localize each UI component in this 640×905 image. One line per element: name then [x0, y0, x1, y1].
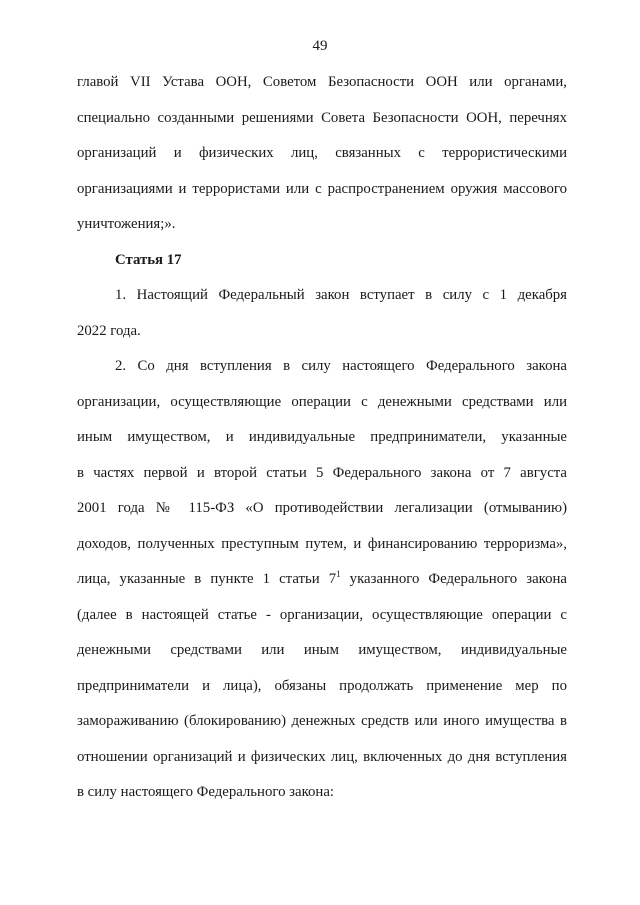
text-fragment: указанного Федерального закона	[340, 571, 567, 587]
text-line: специально созданными решениями Совета Безопасности ООН, перечнях	[77, 109, 567, 126]
text-line: денежными средствами или иным имуществом, индивидуальные	[77, 642, 567, 658]
text-line: 2022 года.	[77, 322, 141, 339]
text-line: уничтожения;».	[77, 216, 176, 232]
article-heading: Статья 17	[115, 251, 182, 268]
text-line: доходов, полученных преступным путем, и финансированию терроризма»,	[77, 535, 567, 552]
document-body	[77, 70, 567, 816]
text-fragment: лица, указанные в пункте 1 статьи 7	[77, 571, 337, 587]
text-line: предприниматели и лица), обязаны продолжать применение мер по	[77, 677, 567, 694]
text-line-with-superscript	[77, 567, 567, 603]
text-line: в силу настоящего Федерального закона:	[77, 784, 335, 800]
text-line: главой VII Устава ООН, Советом Безопасности ООН или органами,	[77, 74, 567, 90]
text-line: 2. Со дня вступления в силу настоящего Федерального закона	[115, 358, 567, 374]
text-line: в частях первой и второй статьи 5 Федерального закона от 7 августа	[77, 464, 567, 481]
superscript: 1	[336, 569, 341, 579]
text-line: 1. Настоящий Федеральный закон вступает в силу с 1 декабря	[115, 287, 567, 303]
text-line: иным имуществом, и индивидуальные предприниматели, указанные	[77, 429, 567, 445]
page-number: 49	[312, 38, 328, 54]
text-line: (далее в настоящей статье - организации, осуществляющие операции с	[77, 606, 567, 623]
text-line: организаций и физических лиц, связанных с террористическими	[77, 145, 567, 161]
text-line: замораживанию (блокированию) денежных средств или иного имущества в	[77, 713, 567, 729]
text-line: организации, осуществляющие операции с денежными средствами или	[77, 393, 567, 410]
text-line: отношении организаций и физических лиц, включенных до дня вступления	[77, 748, 567, 765]
text-line: организациями и террористами или с распространением оружия массового	[77, 180, 567, 197]
text-line: 2001 года № 115-ФЗ «О противодействии легализации (отмыванию)	[77, 500, 567, 516]
